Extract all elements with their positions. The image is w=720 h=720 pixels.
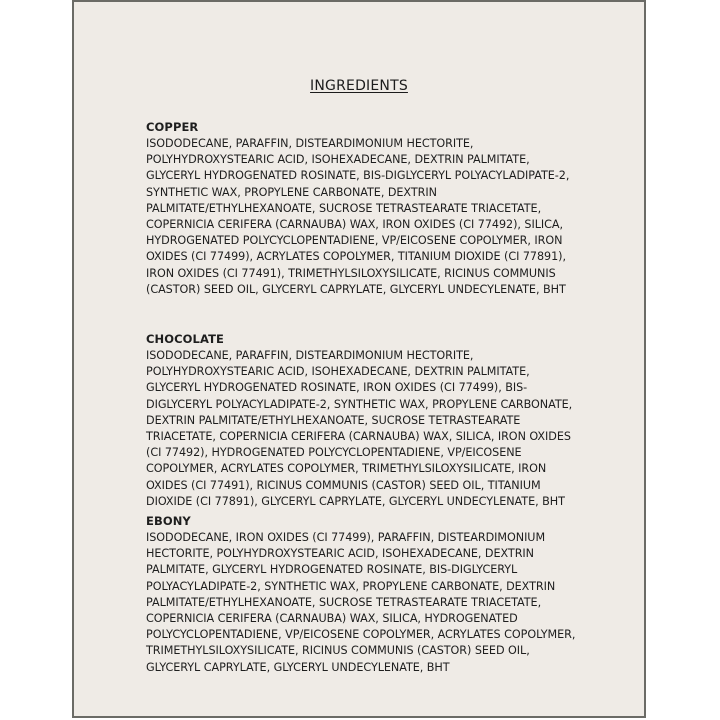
ingredient-list: ISODODECANE, PARAFFIN, DISTEARDIMONIUM HECTORITE, POLYHYDROXYSTEARIC ACID, ISOHEXADECANE, DEXTRIN PALMITATE, GLYCERYL HYDROGENATED ROSINATE, IRON OXIDES (CI 77499), BIS-DIGLYCERYL POLYACYLADIPATE-2, SYNTHETIC WAX, PROPYLENE CARBONATE, DEXTRIN PALMITATE/ETHYLHEXANOATE, SUCROSE TETRASTEARATE TRIACETATE, COPERNICIA CERIFERA (CARNAUBA) WAX, SILICA, IRON OXIDES (CI 77492), HYDROGENATED POLYCYCLOPENTADIENE, VP/EICOSENE COPOLYMER, ACRYLATES COPOLYMER, TRIMETHYLSILOXYSILICATE, IRON OXIDES (CI 77491), RICINUS COMMUNIS (CASTOR) SEED OIL, TITANIUM DIOXIDE (CI 77891), GLYCERYL CAPRYLATE, GLYCERYL UNDECYLENATE, BHT [146,349,573,508]
section-heading: CHOCOLATE [146,332,224,346]
section-copper [146,120,586,298]
ingredient-list: ISODODECANE, IRON OXIDES (CI 77499), PARAFFIN, DISTEARDIMONIUM HECTORITE, POLYHYDROXYSTEARIC ACID, ISOHEXADECANE, DEXTRIN PALMITATE, GLYCERYL HYDROGENATED ROSINATE, BIS-DIGLYCERYL POLYACYLADIPATE-2, SYNTHETIC WAX, PROPYLENE CARBONATE, DEXTRIN PALMITATE/ETHYLHEXANOATE, SUCROSE TETRASTEARATE TRIACETATE, COPERNICIA CERIFERA (CARNAUBA) WAX, SILICA, HYDROGENATED POLYCYCLOPENTADIENE, VP/EICOSENE COPOLYMER, ACRYLATES COPOLYMER, TRIMETHYLSILOXYSILICATE, RICINUS COMMUNIS (CASTOR) SEED OIL, GLYCERYL CAPRYLATE, GLYCERYL UNDECYLENATE, BHT [146,531,576,674]
section-heading: EBONY [146,514,191,528]
ingredients-card [72,0,646,718]
section-heading: COPPER [146,120,199,134]
section-chocolate [146,332,586,510]
section-ebony [146,514,586,676]
page-title: INGREDIENTS [310,78,408,94]
ingredient-list: ISODODECANE, PARAFFIN, DISTEARDIMONIUM HECTORITE, POLYHYDROXYSTEARIC ACID, ISOHEXADECANE, DEXTRIN PALMITATE, GLYCERYL HYDROGENATED ROSINATE, BIS-DIGLYCERYL POLYACYLADIPATE-2, SYNTHETIC WAX, PROPYLENE CARBONATE, DEXTRIN PALMITATE/ETHYLHEXANOATE, SUCROSE TETRASTEARATE TRIACETATE, COPERNICIA CERIFERA (CARNAUBA) WAX, IRON OXIDES (CI 77492), SILICA, HYDROGENATED POLYCYCLOPENTADIENE, VP/EICOSENE COPOLYMER, IRON OXIDES (CI 77499), ACRYLATES COPOLYMER, TITANIUM DIOXIDE (CI 77891), IRON OXIDES (CI 77491), TRIMETHYLSILOXYSILICATE, RICINUS COMMUNIS (CASTOR) SEED OIL, GLYCERYL CAPRYLATE, GLYCERYL UNDECYLENATE, BHT [146,137,570,296]
